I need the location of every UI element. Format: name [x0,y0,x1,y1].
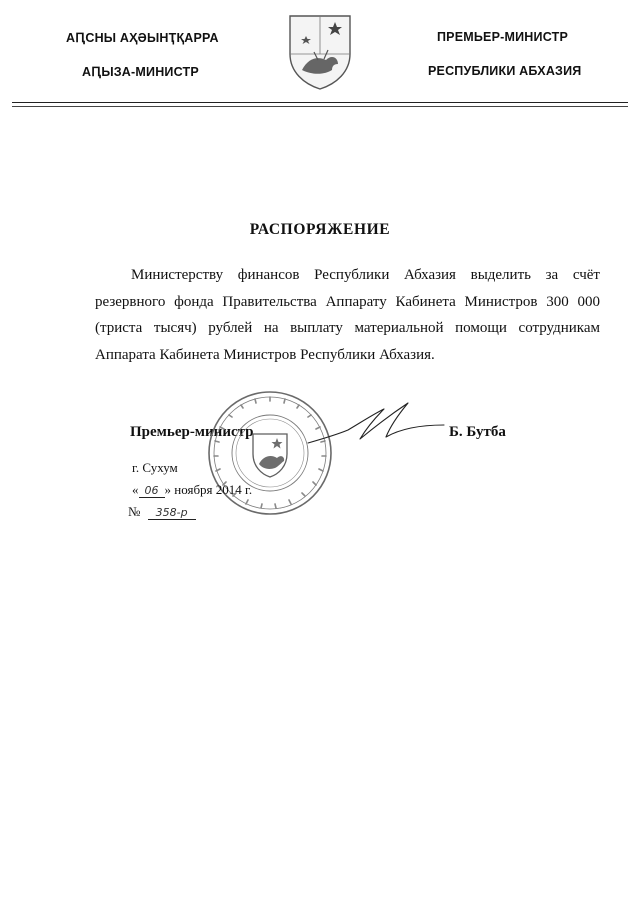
coat-of-arms-emblem [288,14,352,90]
date-rest: » ноября 2014 г. [164,482,253,497]
order-number-handwritten: 358-р [148,506,196,520]
header-divider-thin [12,106,628,107]
document-title: РАСПОРЯЖЕНИЕ [249,221,391,238]
order-number-label: № [128,504,141,519]
header-left-line1: АԤСНЫ АҲӘЫНҬҚАРРА [66,31,219,45]
signatory-name: Б. Бутба [449,424,506,440]
handwritten-signature [300,395,450,455]
date-day-handwritten: 06 [139,484,165,498]
order-number [128,504,196,520]
header-divider-thick [12,102,628,103]
header-right-line2: РЕСПУБЛИКИ АБХАЗИЯ [428,64,582,78]
issue-date [132,482,252,498]
date-open-quote: « [132,482,139,497]
signatory-position: Премьер-министр [130,424,254,440]
header-right-line1: ПРЕМЬЕР-МИНИСТР [437,30,568,44]
issue-city: г. Сухум [132,460,178,475]
header-left-line2: АԤЫЗА-МИНИСТР [82,65,199,79]
document-body: Министерству финансов Республики Абхазия выделить за счёт резервного фонда Правительства Аппарату Кабинета Министров 300 000 (триста тысяч) рублей на выплату материальной помощи сотрудникам Аппарата Кабинета Министров Республики Абхазия. [95,267,600,363]
